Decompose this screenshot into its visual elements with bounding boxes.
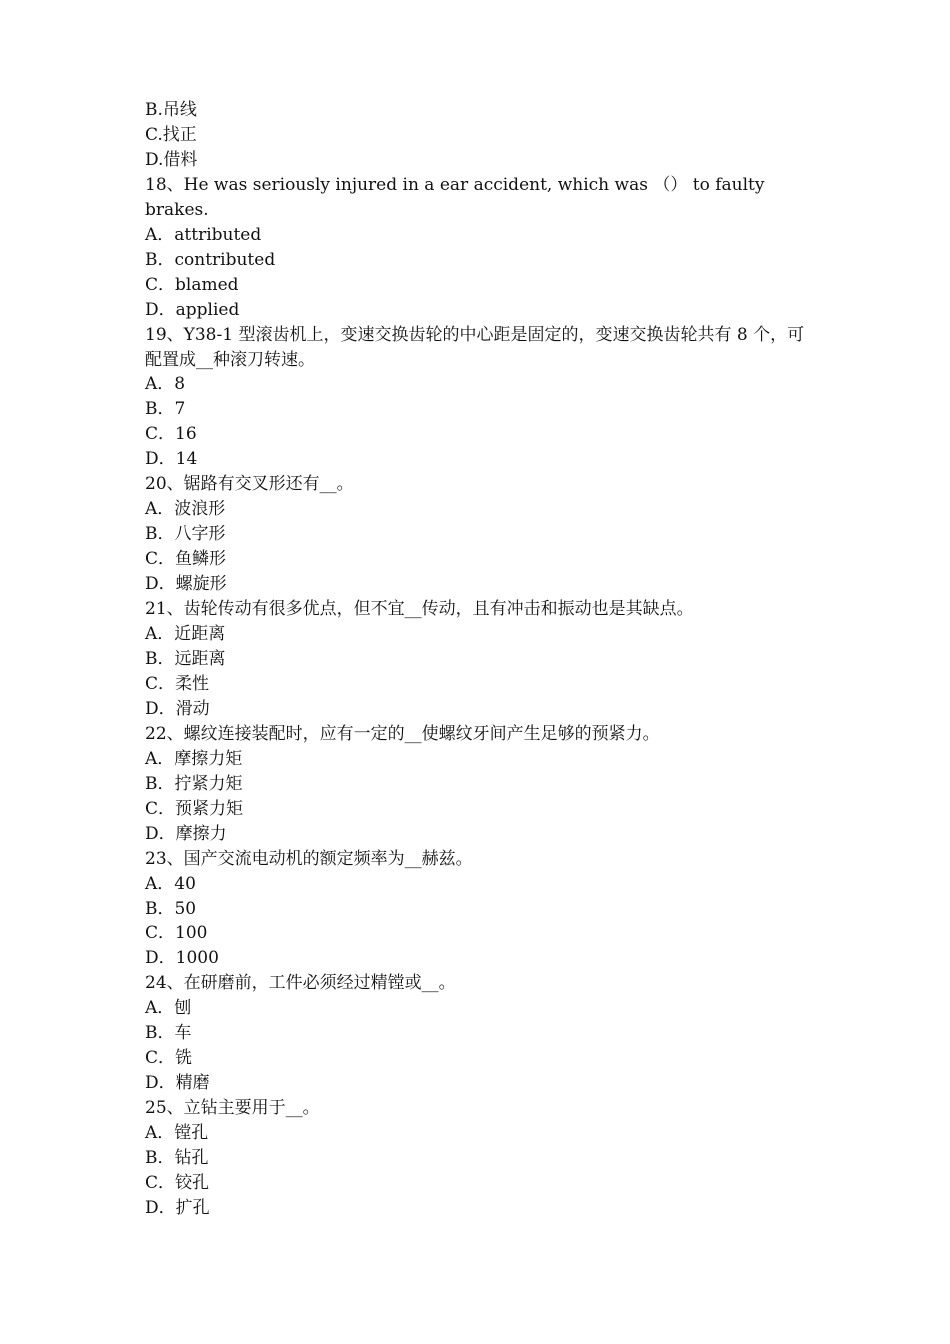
option-line: C．鱼鳞形 — [145, 549, 227, 570]
carryover-options — [145, 98, 815, 173]
question-20 — [145, 472, 815, 597]
option-line: B．contributed — [145, 249, 276, 270]
question-stem: 25、立钻主要用于__。 — [145, 1098, 320, 1119]
option-line: B．车 — [145, 1023, 192, 1044]
option-line: D．applied — [145, 299, 240, 320]
question-stem: 20、锯路有交叉形还有__。 — [145, 474, 354, 495]
option-line: B．八字形 — [145, 524, 226, 545]
option-line: D．扩孔 — [145, 1197, 210, 1218]
question-21 — [145, 597, 815, 722]
option-line: A．刨 — [145, 998, 192, 1019]
question-23 — [145, 847, 815, 972]
option-line: B．钻孔 — [145, 1148, 209, 1169]
question-stem: 24、在研磨前，工件必须经过精镗或__。 — [145, 973, 456, 994]
question-19 — [145, 323, 815, 473]
option-line: D．螺旋形 — [145, 574, 227, 595]
option-line: C．预紧力矩 — [145, 798, 244, 819]
document-body — [145, 98, 815, 1221]
option-line: C．柔性 — [145, 673, 210, 694]
question-stem: 21、齿轮传动有很多优点，但不宜__传动，且有冲击和振动也是其缺点。 — [145, 599, 694, 620]
option-line: D．滑动 — [145, 698, 210, 719]
option-line: A．摩擦力矩 — [145, 748, 243, 769]
option-line: D．14 — [145, 449, 198, 470]
question-24 — [145, 971, 815, 1096]
option-line: A．镗孔 — [145, 1123, 209, 1144]
option-line: A．近距离 — [145, 624, 226, 645]
option-line: C．16 — [145, 424, 197, 445]
option-line: C．blamed — [145, 274, 239, 295]
option-line: B.吊线 — [145, 100, 197, 120]
option-line: A．波浪形 — [145, 499, 226, 520]
option-line: C．100 — [145, 923, 208, 944]
question-22 — [145, 722, 815, 847]
question-stem: 22、螺纹连接装配时，应有一定的__使螺纹牙间产生足够的预紧力。 — [145, 723, 660, 744]
option-line: A．40 — [145, 873, 196, 894]
option-line: D．精磨 — [145, 1073, 210, 1094]
option-line: A．attributed — [145, 224, 262, 245]
option-line: B．50 — [145, 898, 197, 919]
option-line: C.找正 — [145, 124, 197, 145]
question-stem: 19、Y38-1 型滚齿机上，变速交换齿轮的中心距是固定的，变速交换齿轮共有 8 个，可配置成__种滚刀转速。 — [145, 324, 805, 370]
option-line: A．8 — [145, 374, 186, 395]
option-line: B．远距离 — [145, 648, 226, 669]
option-line: C．铰孔 — [145, 1172, 210, 1193]
option-line: B．7 — [145, 399, 186, 420]
question-stem: 23、国产交流电动机的额定频率为__赫兹。 — [145, 848, 473, 869]
option-line: D．摩擦力 — [145, 823, 227, 844]
option-line: B．拧紧力矩 — [145, 773, 243, 794]
question-25 — [145, 1096, 815, 1221]
option-line: D.借料 — [145, 149, 198, 170]
option-line: D．1000 — [145, 948, 219, 969]
option-line: C．铣 — [145, 1048, 193, 1069]
question-stem: 18、He was seriously injured in a ear accident, which was （） to faulty brakes. — [145, 174, 770, 220]
question-18 — [145, 173, 815, 323]
